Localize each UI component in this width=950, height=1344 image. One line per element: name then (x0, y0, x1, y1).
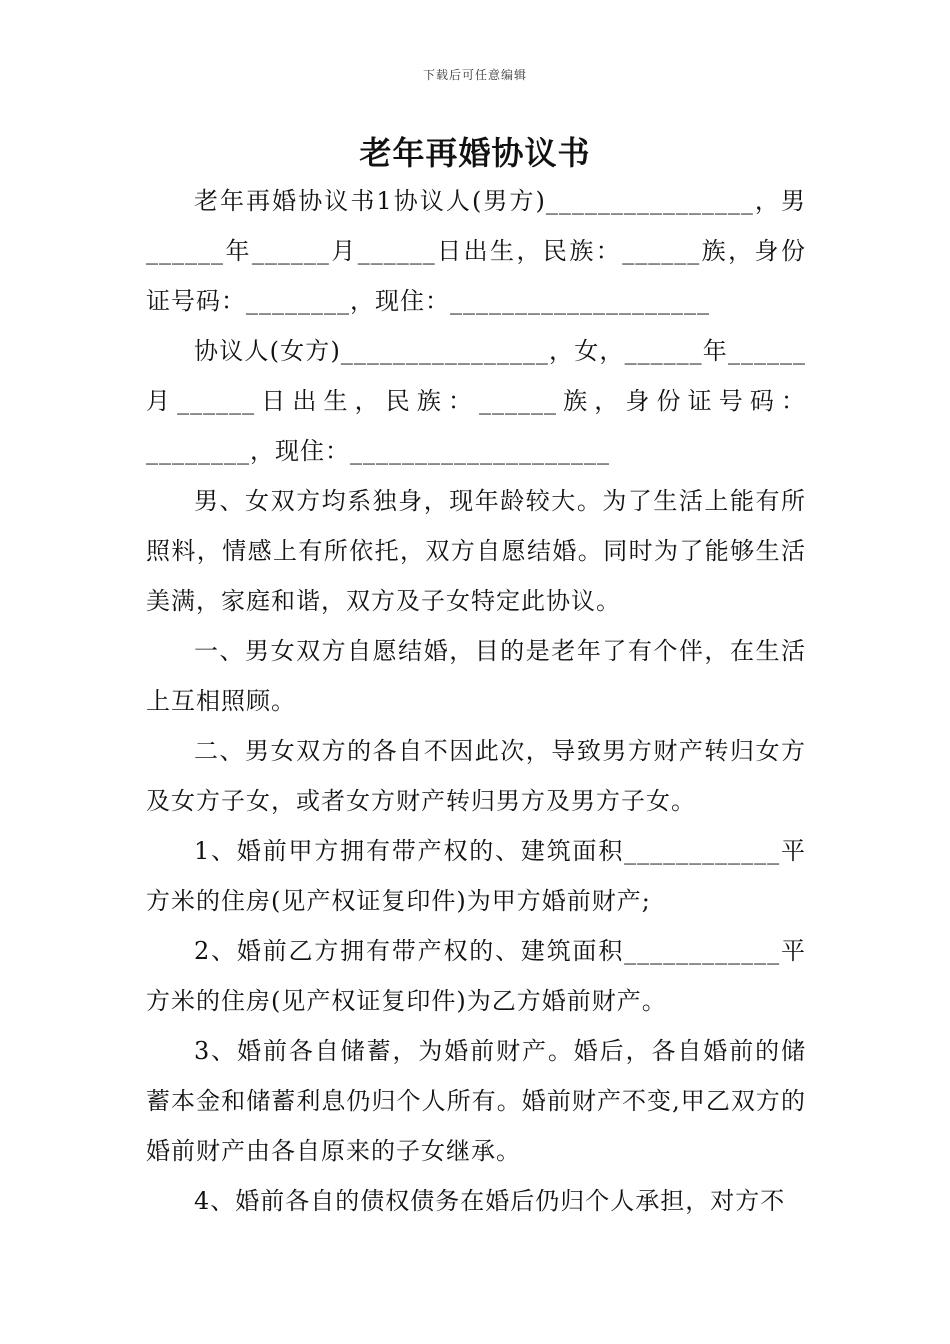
paragraph-item-1: 1、婚前甲方拥有带产权的、建筑面积____________平方米的住房(见产权证复印件)为甲方婚前财产; (146, 837, 806, 915)
page-header-note: 下载后可任意编辑 (422, 68, 527, 82)
paragraph-clause-2: 二、男女双方的各自不因此次，导致男方财产转归女方及女方子女，或者女方财产转归男方及男方子女。 (146, 737, 806, 815)
paragraph-item-3: 3、婚前各自储蓄，为婚前财产。婚后，各自婚前的储蓄本金和储蓄利息仍归个人所有。婚前财产不变,甲乙双方的婚前财产由各自原来的子女继承。 (146, 1037, 806, 1165)
paragraph-purpose: 男、女双方均系独身，现年龄较大。为了生活上能有所照料，情感上有所依托，双方自愿结婚。同时为了能够生活美满，家庭和谐，双方及子女特定此协议。 (146, 487, 806, 615)
paragraph-female-party: 协议人(女方)________________，女，______年______月______日出生，民族：______族，身份证号码：________，现住：____________________ (146, 337, 806, 465)
document-title: 老年再婚协议书 (359, 134, 591, 172)
paragraph-male-party: 老年再婚协议书1协议人(男方)________________，男______年______月______日出生，民族：______族，身份证号码：________，现住：____________________ (146, 187, 806, 315)
paragraph-clause-1: 一、男女双方自愿结婚，目的是老年了有个伴，在生活上互相照顾。 (146, 637, 806, 715)
paragraph-item-4: 4、婚前各自的债权债务在婚后仍归个人承担，对方不 (194, 1187, 786, 1215)
document-body (146, 176, 806, 1226)
paragraph-item-2: 2、婚前乙方拥有带产权的、建筑面积____________平方米的住房(见产权证复印件)为乙方婚前财产。 (146, 937, 806, 1015)
